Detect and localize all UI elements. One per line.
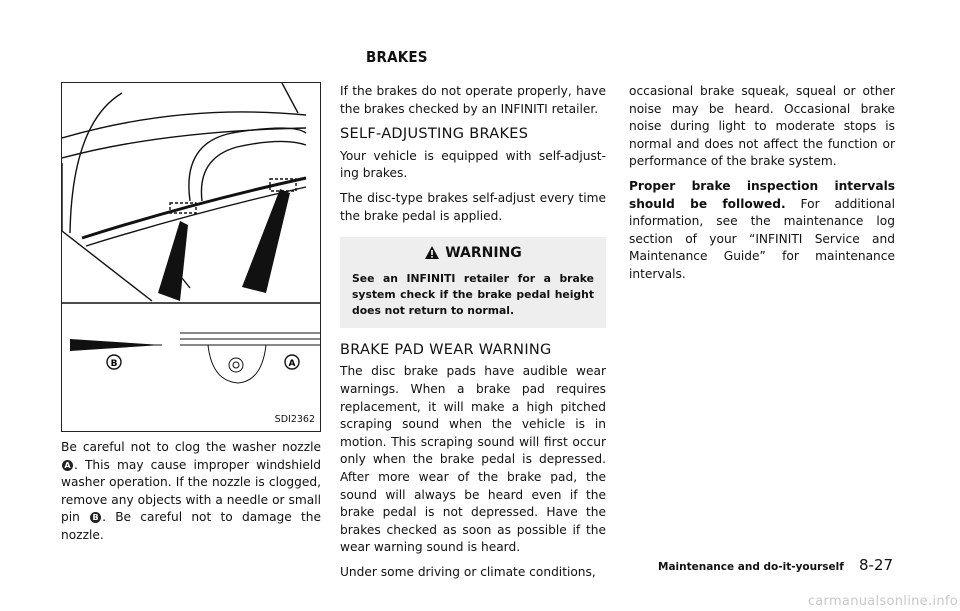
warning-title: WARNING [445,245,522,262]
callout-b-label: B [110,359,118,369]
figure-code: SDI2362 [274,414,315,425]
inspection-bold-text: Proper brake inspection intervals should be followed. [629,178,895,211]
washer-nozzle-illustration [62,83,320,431]
callout-a-label: A [288,359,296,369]
column-3 [629,83,895,291]
page-number: 8-27 [859,556,894,574]
nozzle-text-3: . Be careful not to damage the nozzle. [61,510,322,542]
section-title: BRAKES [366,48,428,66]
self-adjusting-heading: SELF-ADJUSTING BRAKES [340,126,529,143]
column-2 [340,83,606,588]
warning-text: See an INFINITI retailer for a brake system check if the brake pedal height does not return to normal. [352,271,594,317]
intro-paragraph: If the brakes do not operate properly, have the brakes checked by an INFINITI retailer. [340,84,606,116]
self-adjusting-paragraph-1: Your vehicle is equipped with self-adjust-ing brakes. [340,148,606,181]
callout-b-icon: B [90,512,101,523]
inspection-paragraph [629,178,895,284]
column-1 [61,439,321,552]
chapter-footer: Maintenance and do-it-yourself [658,561,844,573]
pad-wear-paragraph: The disc brake pads have audible wear warnings. When a brake pad requires replacement, it will make a high pitched scraping sound when the vehicle is in motion. This scraping sound will first occur only when the brake pedal is depressed. After more wear of the brake pad, the sound will always be heard even if the brake pedal is not depressed. Have the brakes checked as soon as possible if the wear warning sound is heard. [340,364,606,555]
nozzle-text-2: . This may cause improper windshield washer operation. If the nozzle is clogged, remove any objects with a needle or small pin [61,457,321,525]
callout-a-icon: A [62,460,73,471]
pad-wear-heading: BRAKE PAD WEAR WARNING [340,341,552,358]
warning-header [352,245,594,263]
nozzle-text-1: Be careful not to clog the washer nozzle [61,440,321,454]
nozzle-paragraph [61,439,321,545]
washer-nozzle-figure [61,82,321,432]
inspection-text: For additional information, see the maintenance log section of your “INFINITI Service and Maintenance Guide” for maintenance intervals. [629,196,895,281]
warning-box [340,237,606,328]
warning-triangle-icon [424,245,440,260]
conditions-paragraph: Under some driving or climate conditions, [340,564,596,579]
watermark: carmanualsonline.info [807,594,958,609]
self-adjusting-paragraph-2: The disc-type brakes self-adjust every time the brake pedal is applied. [340,190,606,223]
brake-noise-paragraph: occasional brake squeak, squeal or other noise may be heard. Occasional brake noise during light to moderate stops is normal and does not affect the function or performance of the brake system. [629,84,895,169]
